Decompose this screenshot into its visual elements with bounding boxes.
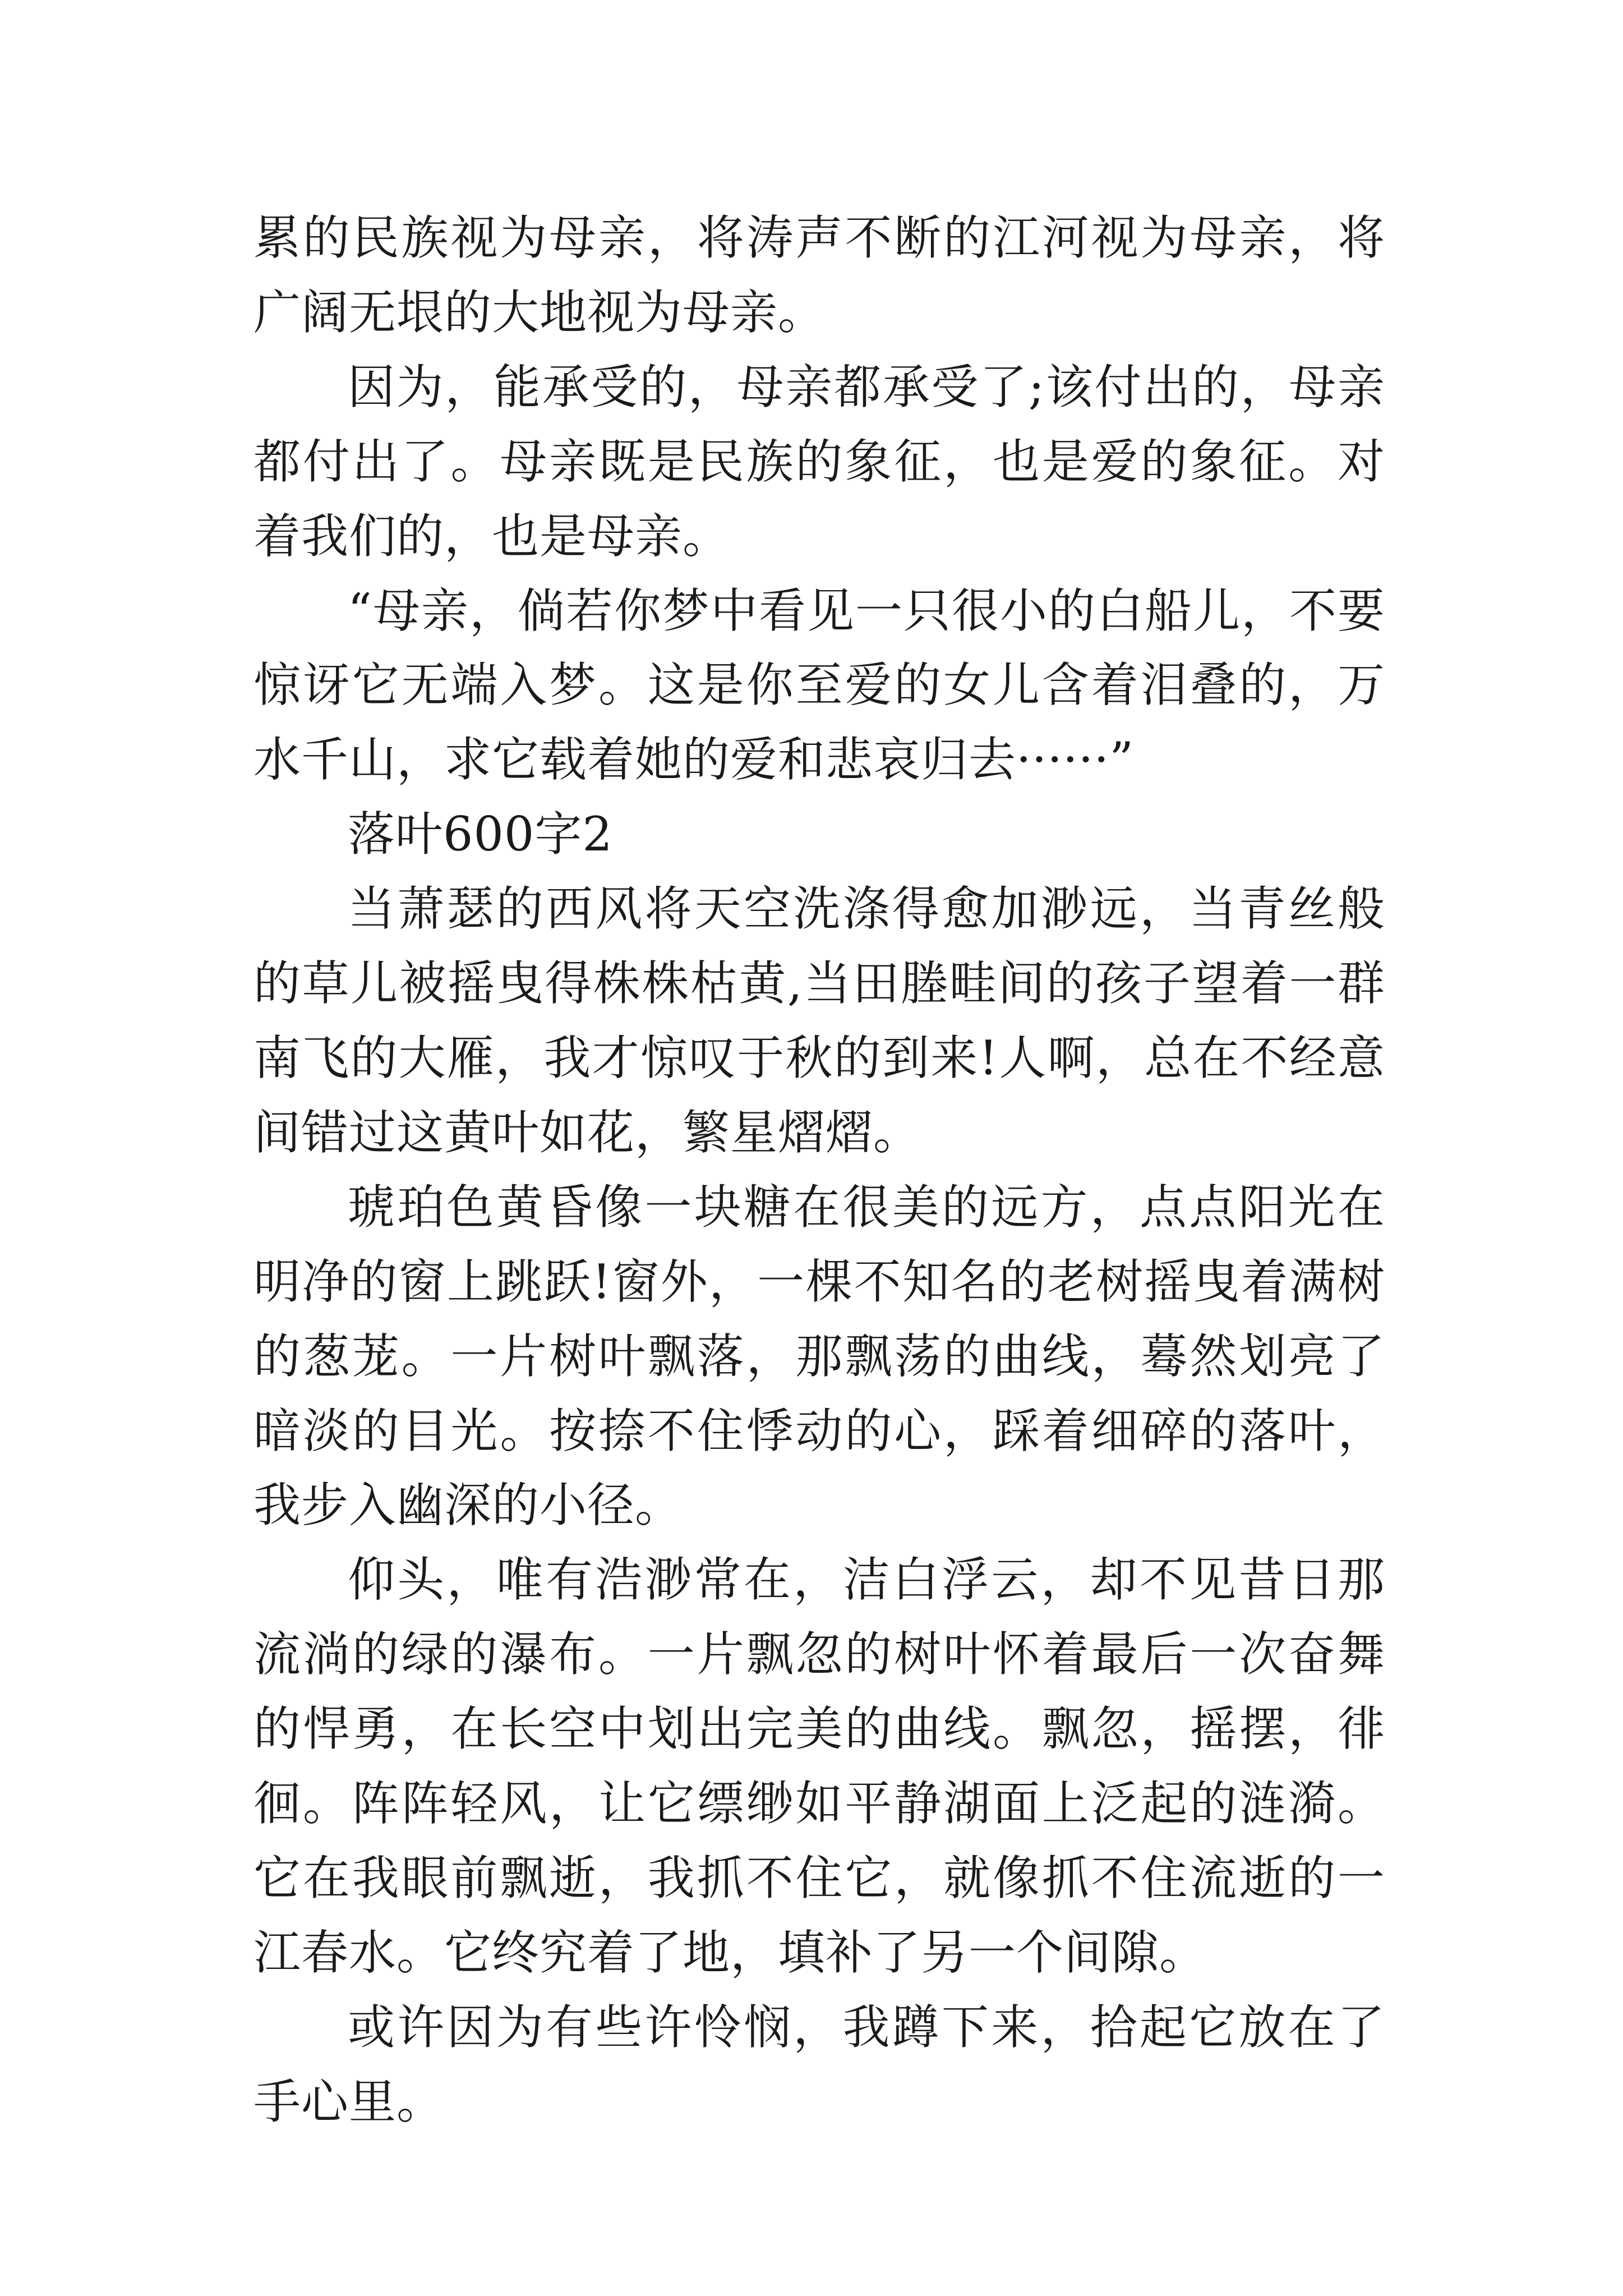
paragraph: 或许因为有些许怜悯，我蹲下来，拾起它放在了手心里。	[253, 1999, 1385, 2129]
body-text	[253, 201, 1385, 2139]
paragraph: 累的民族视为母亲，将涛声不断的江河视为母亲，将广阔无垠的大地视为母亲。	[253, 210, 1385, 340]
section-title: 落叶600字2	[348, 807, 613, 862]
paragraph: 因为，能承受的，母亲都承受了;该付出的，母亲都付出了。母亲既是民族的象征，也是爱的象征。对着我们的，也是母亲。	[253, 359, 1385, 564]
paragraph: 仰头，唯有浩渺常在，洁白浮云，却不见昔日那流淌的绿的瀑布。一片飘忽的树叶怀着最后一次奋舞的悍勇，在长空中划出完美的曲线。飘忽，摇摆，徘徊。阵阵轻风，让它缥缈如平静湖面上泛起的涟漪。它在我眼前飘逝，我抓不住它，就像抓不住流逝的一江春水。它终究着了地，填补了另一个间隙。	[253, 1552, 1385, 1980]
quoted-paragraph: “母亲，倘若你梦中看见一只很小的白船儿，不要惊讶它无端入梦。这是你至爱的女儿含着泪叠的，万水千山，求它载着她的爱和悲哀归去······”	[253, 583, 1385, 788]
paragraph: 琥珀色黄昏像一块糖在很美的远方，点点阳光在明净的窗上跳跃!窗外，一棵不知名的老树摇曳着满树的葱茏。一片树叶飘落，那飘荡的曲线，蓦然划亮了暗淡的目光。按捺不住悸动的心，踩着细碎的落叶，我步入幽深的小径。	[253, 1179, 1385, 1533]
paragraph: 当萧瑟的西风将天空洗涤得愈加渺远，当青丝般的草儿被摇曳得株株枯黄,当田塍畦间的孩子望着一群南飞的大雁，我才惊叹于秋的到来!人啊，总在不经意间错过这黄叶如花，繁星熠熠。	[253, 881, 1385, 1160]
